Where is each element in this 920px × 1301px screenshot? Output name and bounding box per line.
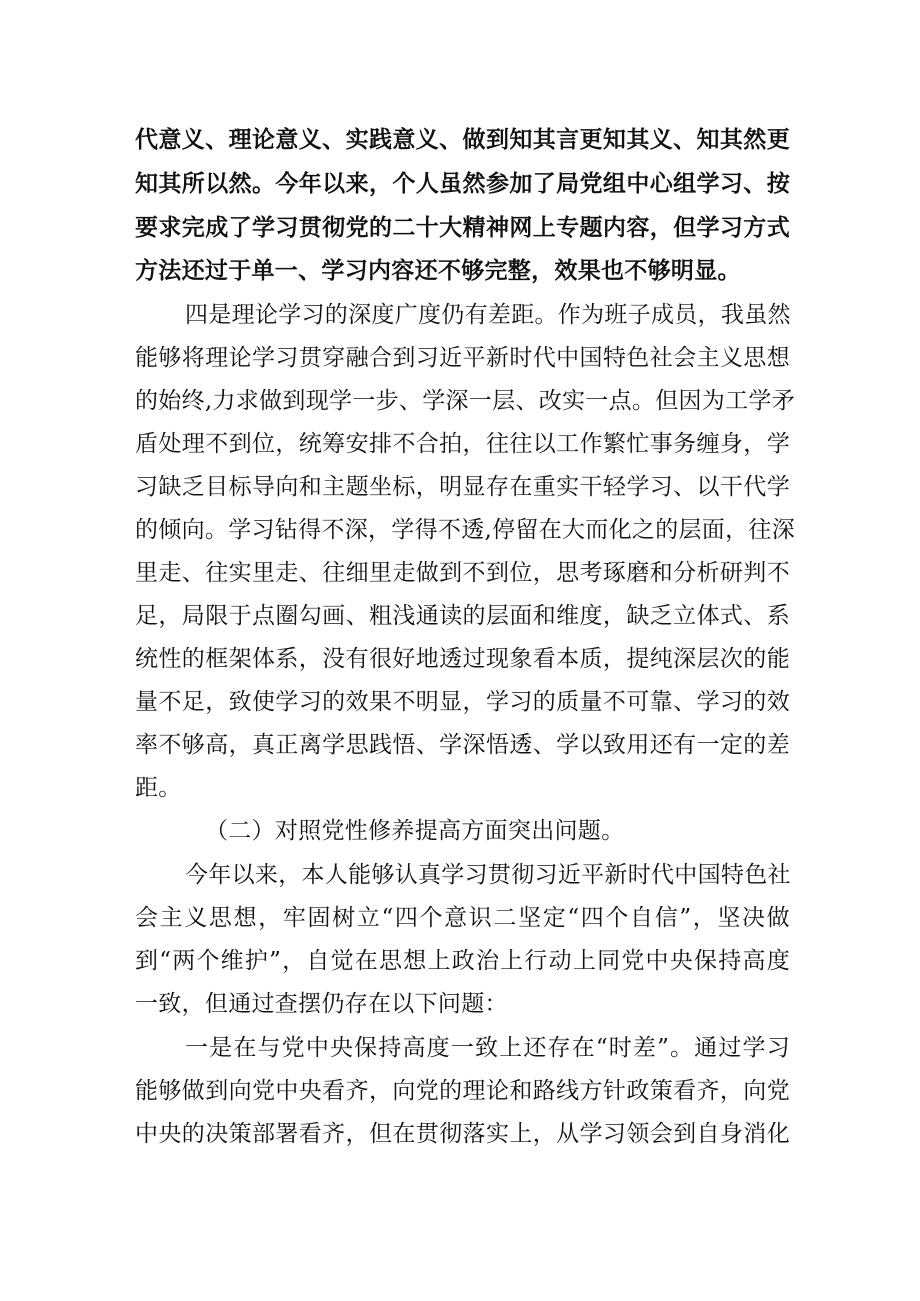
- text-line: 代意义、理论意义、实践意义、做到知其言更知其义、知其然更: [135, 127, 790, 153]
- text-line: 要求完成了学习贯彻党的二十大精神网上专题内容，但学习方式: [135, 215, 790, 241]
- text-line: 统性的框架体系，没有很好地透过现象看本质，提纯深层次的能: [135, 646, 790, 672]
- text-line: 的始终,力求做到现学一步、学深一层、改实一点。但因为工学矛: [135, 388, 796, 414]
- text-line: 习缺乏目标导向和主题坐标，明显存在重实干轻学习、以干代学: [135, 474, 790, 500]
- text-line: 方法还过于单一、学习内容还不够完整，效果也不够明显。: [135, 258, 741, 284]
- text-line: 到“两个维护”，自觉在思想上政治上行动上同党中央保持高度: [135, 948, 790, 974]
- paragraph-first-line: 今年以来，本人能够认真学习贯彻习近平新时代中国特色社: [185, 862, 791, 888]
- text-line: 足，局限于点圈勾画、粗浅通读的层面和维度，缺乏立体式、系: [135, 603, 790, 629]
- text-line: 的倾向。学习钻得不深，学得不透,停留在大而化之的层面，往深: [135, 517, 796, 543]
- text-line: 会主义思想，牢固树立“四个意识二坚定“四个自信”，坚决做: [135, 905, 790, 931]
- text-line: 能够将理论学习贯穿融合到习近平新时代中国特色社会主义思想: [135, 345, 790, 371]
- text-line: 中央的决策部署看齐，但在贯彻落实上，从学习领会到自身消化: [135, 1121, 790, 1147]
- text-line: 一致，但通过查摆仍存在以下问题：: [135, 991, 508, 1017]
- text-line: 距。: [135, 775, 182, 801]
- text-line: 能够做到向党中央看齐，向党的理论和路线方针政策看齐，向党: [135, 1078, 790, 1104]
- paragraph-first-line: 四是理论学习的深度广度仍有差距。作为班子成员，我虽然: [185, 302, 791, 328]
- text-line: 里走、往实里走、往细里走做到不到位，思考琢磨和分析研判不: [135, 560, 790, 586]
- text-line: 率不够高，真正离学思践悟、学深悟透、学以致用还有一定的差: [135, 732, 790, 758]
- section-heading: （二）对照党性修养提高方面突出问题。: [205, 818, 625, 844]
- paragraph-first-line: 一是在与党中央保持高度一致上还存在“时差”。通过学习: [185, 1035, 790, 1061]
- text-line: 盾处理不到位，统筹安排不合拍，往往以工作繁忙事务缠身，学: [135, 431, 790, 457]
- text-line: 量不足，致使学习的效果不明显，学习的质量不可靠、学习的效: [135, 689, 790, 715]
- text-line: 知其所以然。今年以来，个人虽然参加了局党组中心组学习、按: [135, 171, 790, 197]
